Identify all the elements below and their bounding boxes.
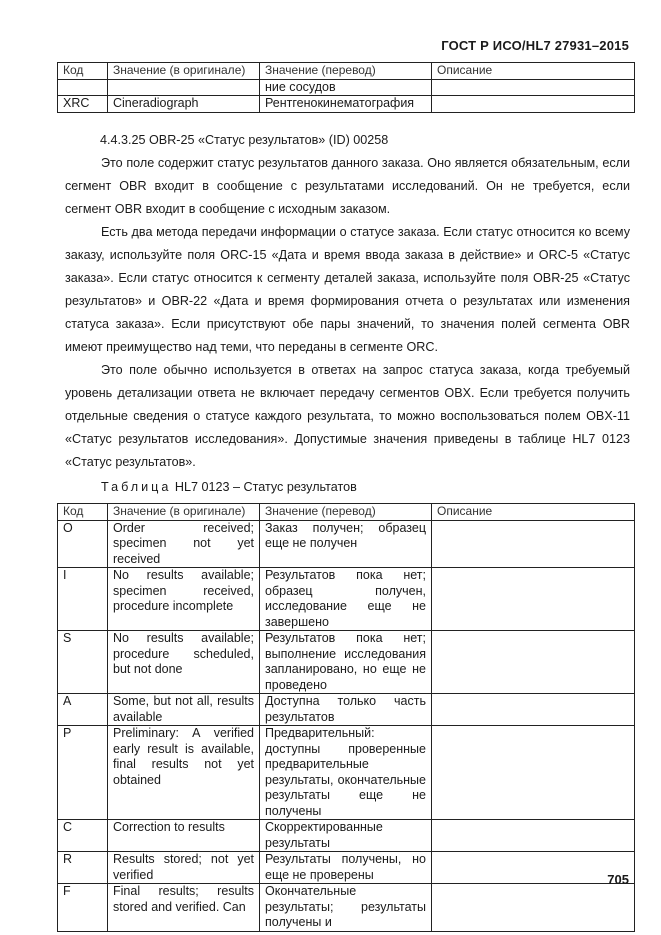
- translation-cell: ние сосудов: [260, 79, 432, 96]
- code-cell: S: [58, 631, 108, 694]
- table-continued: [57, 62, 635, 113]
- table-row: [58, 631, 635, 694]
- translation-cell: Окончательные результаты; результаты получены и: [260, 884, 432, 932]
- table-row: [58, 568, 635, 631]
- paragraph: Это поле обычно используется в ответах на запрос статуса заказа, когда требуемый уровень детализации ответа не включает передачу сегментов OBX. Если требуется получить отдельные сведения о статусе каждого результата, то можно воспользоваться полем OBX-11 «Статус результатов исследования». Допустимые значения приведены в таблице HL7 0123 «Статус результатов».: [65, 363, 630, 469]
- table-row: [58, 694, 635, 726]
- code-cell: F: [58, 884, 108, 932]
- paragraph: Это поле содержит статус результатов данного заказа. Оно является обязательным, если сегмент OBR входит в сообщение с результатами исследований. Он не требуется, если сегмент OBR входит в сообщение с исходным заказом.: [65, 156, 630, 216]
- table-row: [58, 884, 635, 932]
- original-cell: No results available; procedure scheduled, but not done: [108, 631, 260, 694]
- description-cell: [432, 568, 635, 631]
- table-row: [58, 820, 635, 852]
- code-cell: A: [58, 694, 108, 726]
- column-header: Код: [58, 63, 108, 80]
- caption-text: HL7 0123 – Статус результатов: [174, 480, 357, 494]
- page-number: 705: [607, 872, 629, 887]
- translation-cell: Результаты получены, но еще не проверены: [260, 852, 432, 884]
- table-caption: [101, 480, 357, 494]
- table-header-row: [58, 504, 635, 521]
- code-cell: O: [58, 520, 108, 568]
- original-cell: Correction to results: [108, 820, 260, 852]
- original-cell: Results stored; not yet verified: [108, 852, 260, 884]
- table-row: [58, 726, 635, 820]
- original-cell: Order received; specimen not yet received: [108, 520, 260, 568]
- table-row: [58, 79, 635, 96]
- paragraph: Есть два метода передачи информации о статусе заказа. Если статус относится ко всему заказу, используйте поля ORC-15 «Дата и время ввода заказа в действие» и ORC-5 «Статус заказа». Если статус относится к сегменту деталей заказа, используйте поля OBR-25 «Статус результатов» и OBR-22 «Дата и время формирования отчета о результатах или изменения статуса заказа». Если присутствуют обе пары значений, то значения полей сегмента OBR имеют преимущество над теми, что переданы в сегменте ORC.: [65, 225, 630, 354]
- translation-cell: Скорректированные результаты: [260, 820, 432, 852]
- original-cell: Cineradiograph: [108, 96, 260, 113]
- column-header: Значение (в оригинале): [108, 63, 260, 80]
- code-cell: I: [58, 568, 108, 631]
- original-cell: Preliminary: A verified early result is available, final results not yet obtained: [108, 726, 260, 820]
- code-cell: C: [58, 820, 108, 852]
- description-cell: [432, 79, 635, 96]
- column-header: Описание: [432, 504, 635, 521]
- translation-cell: Рентгенокинематография: [260, 96, 432, 113]
- description-cell: [432, 884, 635, 932]
- description-cell: [432, 520, 635, 568]
- body-text: [65, 152, 630, 474]
- column-header: Значение (перевод): [260, 63, 432, 80]
- document-header: ГОСТ Р ИСО/HL7 27931–2015: [441, 38, 629, 53]
- translation-cell: Результатов пока нет; выполнение исследования запланировано, но еще не проведено: [260, 631, 432, 694]
- description-cell: [432, 694, 635, 726]
- table-row: [58, 96, 635, 113]
- description-cell: [432, 852, 635, 884]
- section-heading: 4.4.3.25 OBR-25 «Статус результатов» (ID) 00258: [100, 133, 389, 147]
- description-cell: [432, 726, 635, 820]
- translation-cell: Результатов пока нет; образец получен, исследование еще не завершено: [260, 568, 432, 631]
- original-cell: Final results; results stored and verified. Can: [108, 884, 260, 932]
- table-header-row: [58, 63, 635, 80]
- column-header: Значение (в оригинале): [108, 504, 260, 521]
- original-cell: [108, 79, 260, 96]
- original-cell: Some, but not all, results available: [108, 694, 260, 726]
- description-cell: [432, 96, 635, 113]
- translation-cell: Предварительный: доступны проверенные предварительные результаты, окончательные результаты еще не получены: [260, 726, 432, 820]
- code-cell: P: [58, 726, 108, 820]
- code-cell: R: [58, 852, 108, 884]
- column-header: Описание: [432, 63, 635, 80]
- description-cell: [432, 820, 635, 852]
- description-cell: [432, 631, 635, 694]
- code-cell: [58, 79, 108, 96]
- translation-cell: Заказ получен; образец еще не получен: [260, 520, 432, 568]
- translation-cell: Доступна только часть результатов: [260, 694, 432, 726]
- column-header: Значение (перевод): [260, 504, 432, 521]
- table-row: [58, 520, 635, 568]
- code-cell: XRC: [58, 96, 108, 113]
- table-row: [58, 852, 635, 884]
- status-table: [57, 503, 635, 932]
- original-cell: No results available; specimen received, procedure incomplete: [108, 568, 260, 631]
- caption-prefix: Таблица: [101, 480, 172, 494]
- column-header: Код: [58, 504, 108, 521]
